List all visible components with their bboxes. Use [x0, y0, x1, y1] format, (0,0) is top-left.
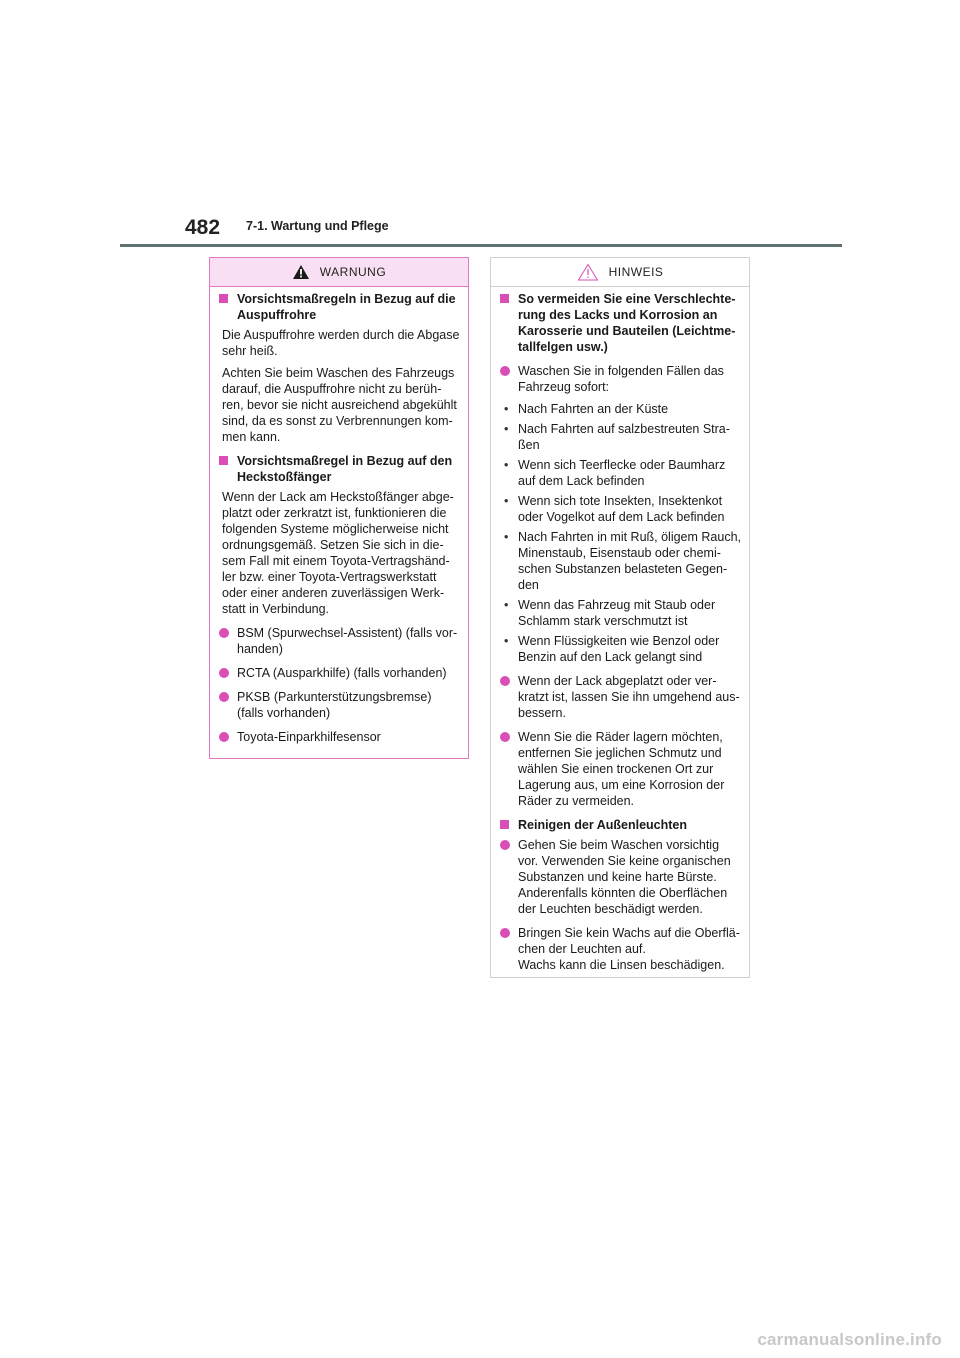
text-line: wählen Sie einen trockenen Ort zur: [518, 762, 714, 776]
text-line: Wachs kann die Linsen beschädigen.: [518, 958, 725, 972]
text-line: kratzt ist, lassen Sie ihn umgehend aus-: [518, 690, 740, 704]
section-title: 7-1. Wartung und Pflege: [246, 219, 389, 233]
text-line: • Wenn sich Teerflecke oder Baumharz: [518, 458, 726, 472]
text-line: ßen: [518, 438, 540, 452]
notice-bullet-repair: [499, 673, 741, 721]
warning-bullet-rcta: [218, 665, 460, 681]
text-line: statt in Verbindung.: [222, 602, 330, 616]
warning-bullet-pksb: [218, 689, 460, 721]
text-line: der Leuchten beschädigt werden.: [518, 902, 703, 916]
watermark: carmanualsonline.info: [757, 1330, 942, 1349]
notice-dash-dust: [499, 597, 741, 629]
text-line: Fahrzeug sofort:: [518, 380, 610, 394]
text-line: men kann.: [222, 430, 281, 444]
text-line: Wenn der Lack abgeplatzt oder ver-: [518, 674, 717, 688]
text-line: • Wenn Flüssigkeiten wie Benzol oder: [518, 634, 720, 648]
notice-dash-tar: [499, 457, 741, 489]
notice-bullet-wheels: [499, 729, 741, 809]
notice-bullet-cleaning: [499, 837, 741, 917]
text-line: Bringen Sie kein Wachs auf die Oberflä-: [518, 926, 740, 940]
text-line: (falls vorhanden): [237, 706, 331, 720]
text-line: Gehen Sie beim Waschen vorsichtig: [518, 838, 720, 852]
text-line: Waschen Sie in folgenden Fällen das: [518, 364, 724, 378]
warning-bullet-sensor: [218, 729, 460, 745]
text-line: Anderenfalls könnten die Oberflächen: [518, 886, 728, 900]
notice-box: [490, 257, 750, 978]
text-line: ren, bevor sie nicht ausreichend abgekühlt: [222, 398, 457, 412]
text-line: handen): [237, 642, 283, 656]
text-line: chen der Leuchten auf.: [518, 942, 646, 956]
text-line: Schlamm stark verschmutzt ist: [518, 614, 688, 628]
text-line: oder Vogelkot auf dem Lack befinden: [518, 510, 725, 524]
text-line: Achten Sie beim Waschen des Fahrzeugs: [222, 366, 455, 380]
text-line: • Wenn das Fahrzeug mit Staub oder: [518, 598, 716, 612]
text-line: Lagerung aus, um eine Korrosion der: [518, 778, 725, 792]
notice-dash-fluids: [499, 633, 741, 665]
notice-dash-salt: [499, 421, 741, 453]
text-line: vor. Verwenden Sie keine organischen: [518, 854, 731, 868]
notice-box-header: [491, 258, 749, 287]
text-line: • Nach Fahrten an der Küste: [518, 402, 669, 416]
warning-bullet-bsm: [218, 625, 460, 657]
text-line: oder einer anderen zuverlässigen Werk-: [222, 586, 445, 600]
text-line: So vermeiden Sie eine Verschlechte-: [518, 292, 736, 306]
text-line: ordnungsgemäß. Setzen Sie sich in die-: [222, 538, 444, 552]
notice-bullet-wax: [499, 925, 741, 973]
text-line: • Wenn sich tote Insekten, Insektenkot: [518, 494, 723, 508]
text-line: Benzin auf den Lack gelangt sind: [518, 650, 703, 664]
text-line: • Nach Fahrten auf salzbestreuten Stra-: [518, 422, 730, 436]
warning-paragraph-1: Die Auspuffrohre werden durch die Abgase sehr heiß.: [222, 328, 460, 358]
warning-heading-exhaust: Vorsichtsmaßregeln in Bezug auf die Auspuffrohre: [218, 291, 460, 323]
text-line: sem Fall mit einem Toyota-Vertragshänd-: [222, 554, 450, 568]
notice-heading-paint: [499, 291, 741, 355]
notice-dash-insects: [499, 493, 741, 525]
text-line: sind, da es sonst zu Verbrennungen kom-: [222, 414, 453, 428]
text-line: Räder zu vermeiden.: [518, 794, 635, 808]
text-line: Wenn der Lack am Heckstoßfänger abge-: [222, 490, 454, 504]
text-line: • Nach Fahrten in mit Ruß, öligem Rauch,: [518, 530, 742, 544]
warning-box-header: [210, 258, 468, 287]
notice-title: HINWEIS: [608, 265, 664, 279]
text-line: Toyota-Einparkhilfesensor: [237, 730, 381, 744]
text-line: tallfelgen usw.): [518, 340, 608, 354]
notice-dash-coast: [499, 401, 741, 417]
text-line: RCTA (Ausparkhilfe) (falls vorhanden): [237, 666, 447, 680]
text-line: Minenstaub, Eisenstaub oder chemi-: [518, 546, 721, 560]
text-line: bessern.: [518, 706, 566, 720]
text-line: darauf, die Auspuffrohre nicht zu berüh-: [222, 382, 442, 396]
text-line: schen Substanzen belasteten Gegen-: [518, 562, 728, 576]
text-line: entfernen Sie jeglichen Schmutz und: [518, 746, 722, 760]
text-line: PKSB (Parkunterstützungsbremse): [237, 690, 432, 704]
warning-paragraph-2: [218, 365, 460, 445]
warning-box: [209, 257, 469, 759]
warning-paragraph-3: [218, 489, 460, 617]
text-line: rung des Lacks und Korrosion an: [518, 308, 718, 322]
text-line: platzt oder zerkratzt ist, funktionieren die: [222, 506, 447, 520]
warning-heading-bumper: Vorsichtsmaßregel in Bezug auf den Heckstoßfänger: [218, 453, 460, 485]
text-line: Karosserie und Bauteilen (Leichtme-: [518, 324, 736, 338]
warning-title: WARNUNG: [319, 265, 387, 279]
text-line: Wenn Sie die Räder lagern möchten,: [518, 730, 723, 744]
notice-dash-soot: [499, 529, 741, 593]
text-line: Substanzen und keine harte Bürste.: [518, 870, 717, 884]
page-number: 482: [185, 216, 221, 239]
warning-triangle-outline-icon: [577, 263, 599, 281]
text-line: auf dem Lack befinden: [518, 474, 645, 488]
header-rule: [120, 244, 842, 247]
warning-triangle-filled-icon: [292, 264, 310, 280]
text-line: ler bzw. einer Toyota-Vertragswerkstatt: [222, 570, 437, 584]
notice-heading-lights: Reinigen der Außenleuchten: [499, 817, 741, 833]
text-line: folgenden Systeme möglicherweise nicht: [222, 522, 449, 536]
text-line: BSM (Spurwechsel-Assistent) (falls vor-: [237, 626, 458, 640]
text-line: den: [518, 578, 539, 592]
notice-bullet-wash: [499, 363, 741, 395]
